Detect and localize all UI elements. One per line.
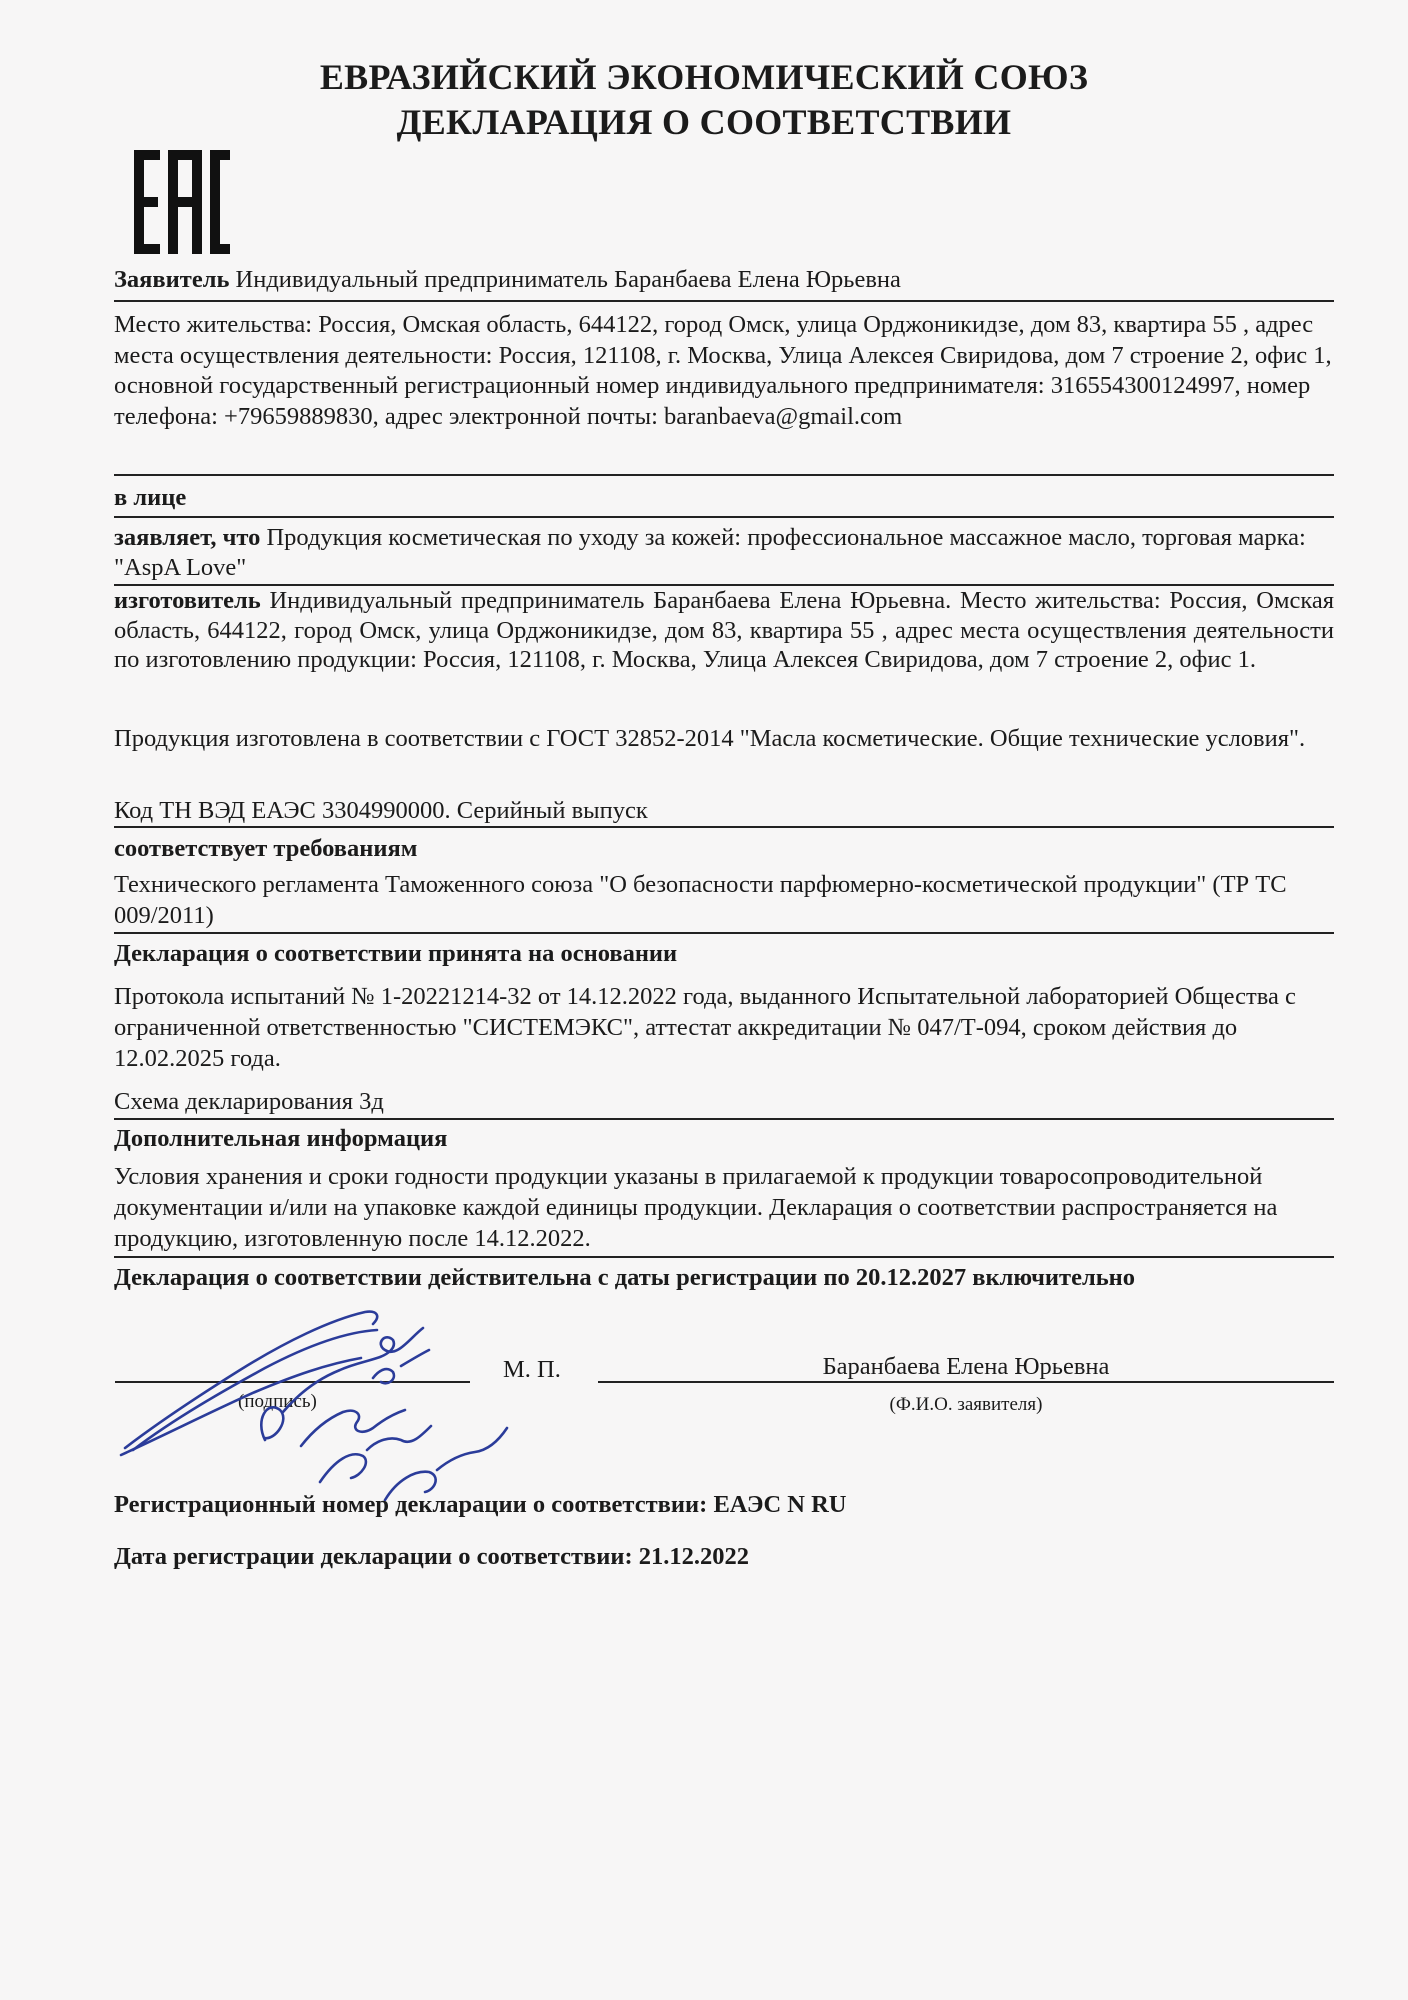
- basis-text: Протокола испытаний № 1-20221214-32 от 14.12.2022 года, выданного Испытательной лабораторией Общества с ограниченной ответственностью "СИСТЕМЭКС", аттестат аккредитации № 047/Т-094, сроком действия до 12.02.2025 года.: [114, 983, 1296, 1072]
- declaration-scheme: Схема декларирования 3д: [114, 1088, 384, 1115]
- standard-text: Продукция изготовлена в соответствии с ГОСТ 32852-2014 "Масла косметические. Общие технические условия".: [114, 725, 1306, 752]
- signature-caption: (подпись): [238, 1391, 317, 1412]
- eac-logo: [134, 150, 230, 254]
- divider: [114, 300, 1334, 302]
- manufacturer-block: [114, 586, 1334, 675]
- registration-number-label: Регистрационный номер декларации о соответствии:: [114, 1491, 708, 1518]
- stamp-label: М. П.: [503, 1356, 561, 1383]
- validity-text: Декларация о соответствии действительна с даты регистрации по 20.12.2027 включительно: [114, 1264, 1136, 1291]
- handwritten-signature: [115, 1300, 555, 1510]
- divider: [114, 826, 1334, 828]
- product-description: Продукция косметическая по уходу за кожей: профессиональное массажное масло, торговая марка: "AspA Love": [114, 524, 1306, 581]
- signer-name: Баранбаева Елена Юрьевна: [822, 1353, 1110, 1380]
- document-header: [0, 55, 1408, 145]
- registration-number: [114, 1489, 1334, 1520]
- applicant-name: Индивидуальный предприниматель Баранбаева Елена Юрьевна: [235, 266, 901, 293]
- document-title: ДЕКЛАРАЦИЯ О СООТВЕТСТВИИ: [396, 102, 1012, 142]
- divider: [114, 1118, 1334, 1120]
- additional-label: Дополнительная информация: [114, 1125, 448, 1152]
- applicant-line: [114, 264, 1334, 295]
- divider: [114, 932, 1334, 934]
- registration-number-value: ЕАЭС N RU: [713, 1491, 847, 1518]
- applicant-details: Место жительства: Россия, Омская область, 644122, город Омск, улица Орджоникидзе, дом 83, квартира 55 , адрес места осуществления деятельности: Россия, 121108, г. Москва, Улица Алексея Свиридова, дом 7 строение 2, офис 1, основной государственный регистрационный номер индивидуального предпринимателя: 316554300124997, номер телефона: +79659889830, адрес электронной почты: baranbaeva@gmail.com: [114, 311, 1332, 430]
- applicant-label: Заявитель: [114, 266, 230, 293]
- registration-date: [114, 1541, 1334, 1572]
- declares-label: заявляет, что: [114, 524, 261, 551]
- divider: [114, 516, 1334, 518]
- registration-date-value: 21.12.2022: [638, 1543, 750, 1570]
- divider: [114, 474, 1334, 476]
- declares-block: [114, 523, 1334, 583]
- tn-ved-code: Код ТН ВЭД ЕАЭС 3304990000. Серийный выпуск: [114, 797, 648, 824]
- requirements-label: соответствует требованиям: [114, 835, 418, 862]
- basis-label: Декларация о соответствии принята на основании: [114, 940, 678, 967]
- requirements-text: Технического регламента Таможенного союза "О безопасности парфюмерно-косметической продукции" (ТР ТС 009/2011): [114, 871, 1287, 929]
- represented-label: в лице: [114, 484, 187, 511]
- registration-date-label: Дата регистрации декларации о соответствии:: [114, 1543, 633, 1570]
- manufacturer-label: изготовитель: [114, 587, 261, 614]
- additional-text: Условия хранения и сроки годности продукции указаны в прилагаемой к продукции товаросопроводительной документации и/или на упаковке каждой единицы продукции. Декларация о соответствии распространяется на продукцию, изготовленную после 14.12.2022.: [114, 1163, 1278, 1252]
- signer-caption: (Ф.И.О. заявителя): [889, 1394, 1043, 1415]
- manufacturer-text: Индивидуальный предприниматель Баранбаева Елена Юрьевна. Место жительства: Россия, Омская область, 644122, город Омск, улица Орджоникидзе, дом 83, квартира 55 , адрес места осуществления деятельности по изготовлению продукции: Россия, 121108, г. Москва, Улица Алексея Свиридова, дом 7 строение 2, офис 1.: [114, 587, 1334, 673]
- divider: [114, 1256, 1334, 1258]
- union-title: ЕВРАЗИЙСКИЙ ЭКОНОМИЧЕСКИЙ СОЮЗ: [319, 57, 1089, 97]
